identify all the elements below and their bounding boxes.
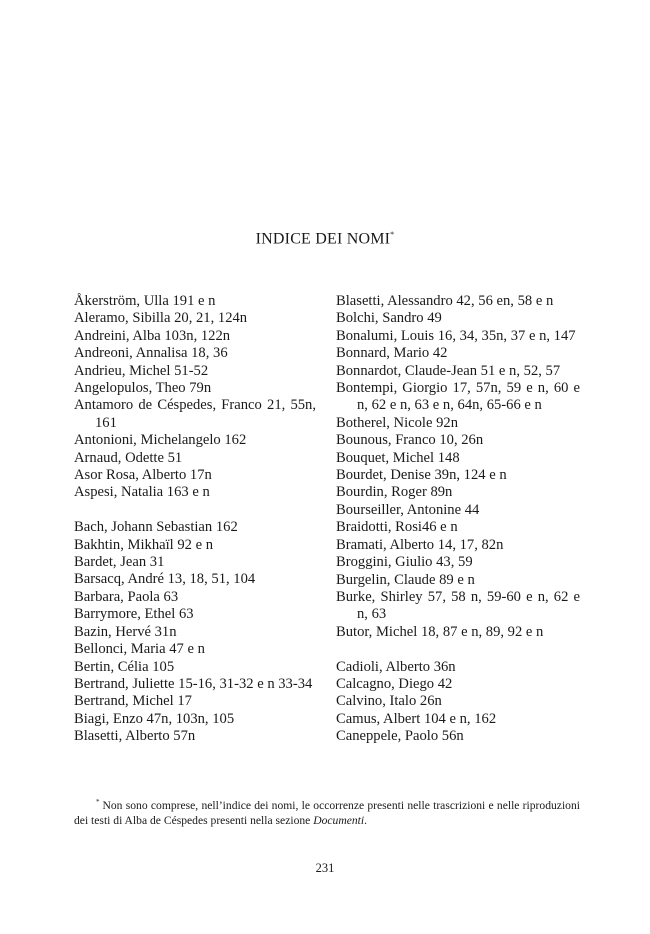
index-entry: Bertrand, Juliette 15-16, 31-32 e n 33-34 xyxy=(74,675,313,692)
index-entry: Calcagno, Diego 42 xyxy=(336,675,453,692)
index-entry: Bonnard, Mario 42 xyxy=(336,345,448,362)
footnote-marker: * xyxy=(390,230,395,239)
index-entry: Bach, Johann Sebastian 162 xyxy=(74,519,238,536)
index-entry: Bertin, Célia 105 xyxy=(74,658,175,675)
index-entry: Burke, Shirley 57, 58 n, 59-60 e n, 62 e n, 63 xyxy=(336,588,580,623)
index-entry: Andreini, Alba 103n, 122n xyxy=(74,327,231,344)
index-entry: Bertrand, Michel 17 xyxy=(74,693,192,710)
section-gap xyxy=(74,502,316,519)
index-entry: Bonalumi, Louis 16, 34, 35n, 37 e n, 147 xyxy=(336,327,576,344)
index-entry: Burgelin, Claude 89 e n xyxy=(336,571,475,588)
index-entry: Botherel, Nicole 92n xyxy=(336,414,458,431)
index-entry: Asor Rosa, Alberto 17n xyxy=(74,467,212,484)
index-entry: Angelopulos, Theo 79n xyxy=(74,380,212,397)
index-entry: Bramati, Alberto 14, 17, 82n xyxy=(336,536,504,553)
index-entry: Barrymore, Ethel 63 xyxy=(74,606,194,623)
index-entry: Camus, Albert 104 e n, 162 xyxy=(336,710,497,727)
index-entry: Bouquet, Michel 148 xyxy=(336,449,460,466)
index-entry: Caneppele, Paolo 56n xyxy=(336,728,464,745)
index-entry: Arnaud, Odette 51 xyxy=(74,449,183,466)
index-entry: Barbara, Paola 63 xyxy=(74,588,179,605)
index-column-right xyxy=(336,293,580,746)
index-entry: Bakhtin, Mikhaïl 92 e n xyxy=(74,536,214,553)
index-title-text: INDICE DEI NOMI xyxy=(255,230,391,248)
index-entry: Cadioli, Alberto 36n xyxy=(336,658,456,675)
footnote-mark: * xyxy=(96,798,100,806)
index-entry: Bourseiller, Antonine 44 xyxy=(336,501,480,518)
index-entry: Andrieu, Michel 51-52 xyxy=(74,362,209,379)
index-entry: Bazin, Hervé 31n xyxy=(74,623,177,640)
index-entry: Bonnardot, Claude-Jean 51 e n, 52, 57 xyxy=(336,362,561,379)
footnote xyxy=(74,795,580,828)
index-entry: Biagi, Enzo 47n, 103n, 105 xyxy=(74,710,235,727)
index-entry: Bolchi, Sandro 49 xyxy=(336,310,442,327)
page-number: 231 xyxy=(315,861,335,875)
index-entry: Aleramo, Sibilla 20, 21, 124n xyxy=(74,310,248,327)
section-gap xyxy=(336,641,580,658)
index-entry: Broggini, Giulio 43, 59 xyxy=(336,554,473,571)
footnote-text: Non sono comprese, nell’indice dei nomi, le occorrenze presenti nelle trascrizioni e nelle riproduzioni dei testi di Alba de Céspedes presenti nella sezione xyxy=(74,798,580,827)
index-entry: Calvino, Italo 26n xyxy=(336,693,442,710)
footnote-end: . xyxy=(364,813,367,827)
index-entry: Bourdin, Roger 89n xyxy=(336,484,453,501)
index-entry: Butor, Michel 18, 87 e n, 89, 92 e n xyxy=(336,623,544,640)
index-entry: Andreoni, Annalisa 18, 36 xyxy=(74,345,228,362)
index-entry: Aspesi, Natalia 163 e n xyxy=(74,484,210,501)
index-entry: Braidotti, Rosi46 e n xyxy=(336,519,458,536)
index-entry: Bellonci, Maria 47 e n xyxy=(74,641,205,658)
index-entry: Bontempi, Giorgio 17, 57n, 59 e n, 60 e n, 62 e n, 63 e n, 64n, 65-66 e n xyxy=(336,380,580,414)
index-column-left xyxy=(74,293,316,746)
index-entry: Antamoro de Céspedes, Franco 21, 55n, 161 xyxy=(74,397,316,431)
index-title xyxy=(0,230,650,248)
index-entry: Blasetti, Alberto 57n xyxy=(74,728,196,745)
index-entry: Bounous, Franco 10, 26n xyxy=(336,432,484,449)
index-entry: Blasetti, Alessandro 42, 56 en, 58 e n xyxy=(336,293,554,309)
index-entry: Barsacq, André 13, 18, 51, 104 xyxy=(74,571,256,588)
index-entry: Bardet, Jean 31 xyxy=(74,554,165,571)
footnote-emphasis: Documenti xyxy=(313,813,365,827)
index-entry: Antonioni, Michelangelo 162 xyxy=(74,432,247,449)
index-entry: Åkerström, Ulla 191 e n xyxy=(74,293,216,309)
index-entry: Bourdet, Denise 39n, 124 e n xyxy=(336,467,507,484)
